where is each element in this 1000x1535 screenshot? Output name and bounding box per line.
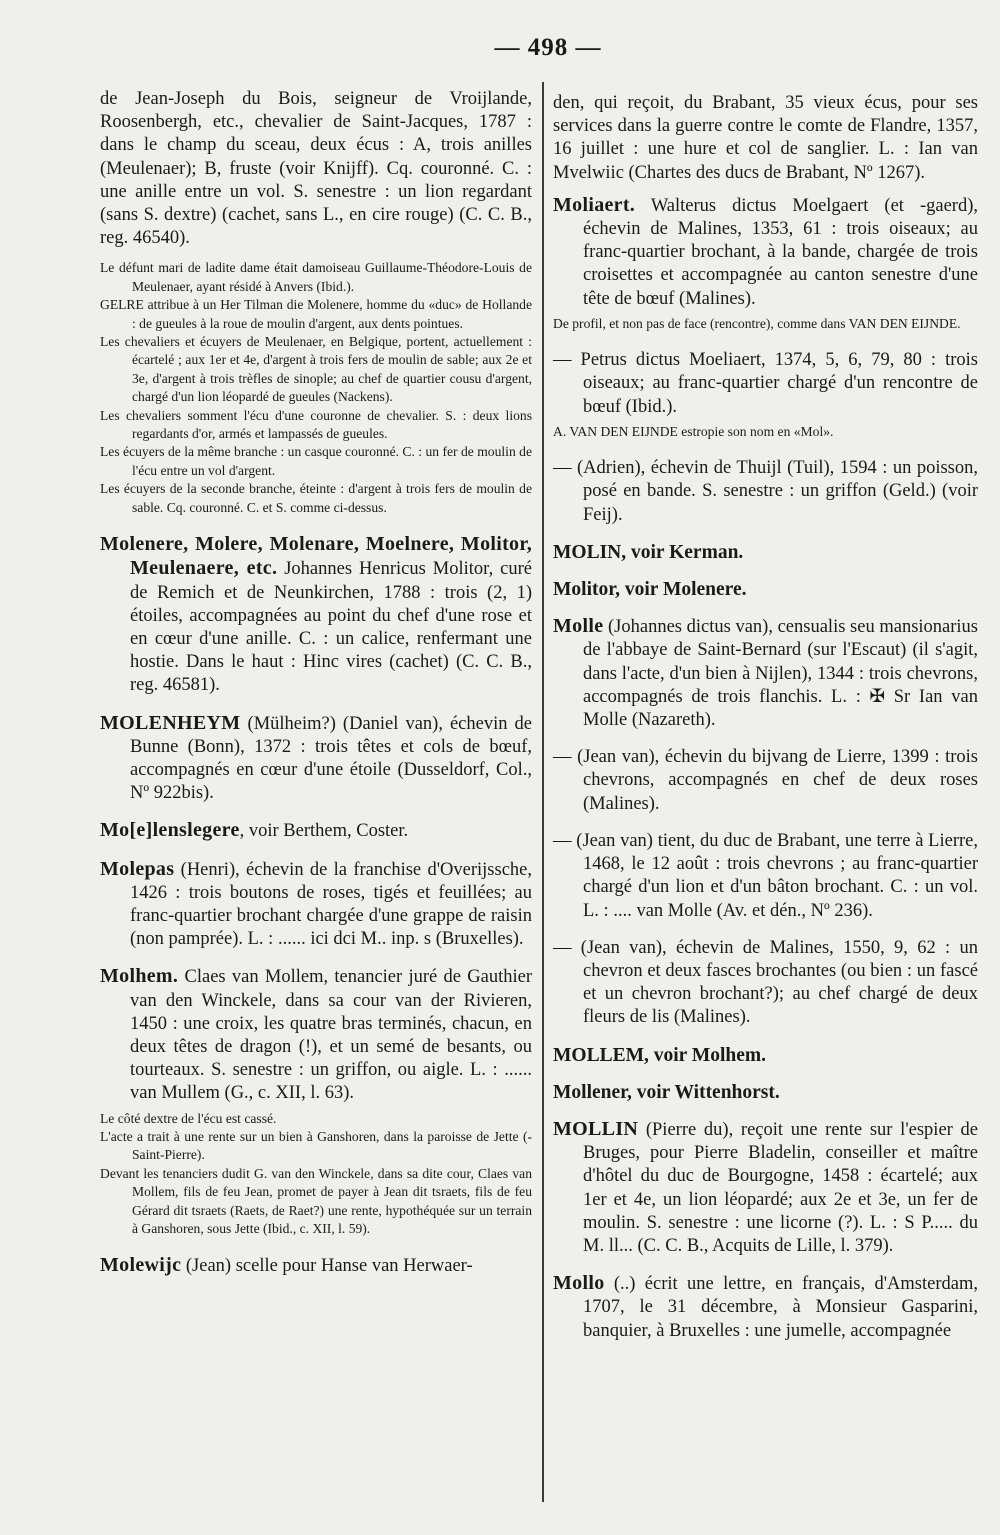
note: De profil, et non pas de face (rencontre), comme dans VAN DEN EIJNDE.	[553, 315, 961, 331]
entry-jean-2: — (Jean van) tient, du duc de Brabant, une terre à Lierre, 1468, le 12 août : trois chevrons ; au franc-quartier chargé d'un lion et d'un bâton brochant. C. : un vol. L. : .... van Molle (Av. et dén., Nº 236).	[553, 830, 978, 921]
entry-heading: Molepas	[100, 857, 175, 880]
entry-jean-1: — (Jean van), échevin du bijvang de Lierre, 1399 : trois chevrons, accompagnés en chef de deux roses (Malines).	[553, 747, 978, 814]
entry-body: Claes van Mollem, tenancier juré de Gauthier van den Winckele, dans sa cour van der Rivieren, 1450 : une croix, les quatre bras terminés, chacun, en deux têtes de dragon (!), et un semé de besants, ou tourteaux. S. senestre : un griffon, ou aigle. L. : ...... van Mullem (G., c. XII, l. 63).	[130, 967, 533, 1104]
entry-mollin	[553, 1118, 978, 1258]
entry-molhem	[100, 965, 532, 1105]
entry-molenslegere	[100, 819, 532, 843]
entry-molle	[553, 615, 978, 732]
page-number: — 498 —	[494, 34, 602, 61]
entry-body: , voir Berthem, Coster.	[239, 821, 409, 842]
entry-body: (..) écrit une lettre, en français, d'Amsterdam, 1707, le 31 décembre, à Monsieur Gasparini, banquier, à Bruxelles : une jumelle, accompagnée	[583, 1274, 978, 1341]
entry-adrien: — (Adrien), échevin de Thuijl (Tuil), 1594 : un poisson, posé en bande. S. senestre : un griffon (Geld.) (voir Feij).	[553, 458, 978, 525]
note: Les chevaliers et écuyers de Meulenaer, en Belgique, portent, actuellement : écartelé ; aux 1er et 4e, d'argent à trois fers de moulin de sable; aux 2e et 3e, d'argent à trois trèfles de sinople; au chef de quartier cousu d'argent, chargé d'un lion léopardé de gueules (Nackens).	[100, 334, 532, 405]
note: GELRE attribue à un Her Tilman die Molenere, homme du «duc» de Hollande : de gueules à la roue de moulin d'argent, aux dents pointues.	[100, 297, 532, 331]
entry-body: (Johannes dictus van), censualis seu mansionarius de l'abbaye de Saint-Bernard (sur l'Escaut) (il s'agit, dans l'acte, d'un bien à Nijlen), 1344 : trois chevrons, accompagnés de trois flanchis. L. : ✠ Sr Ian van Molle (Nazareth).	[583, 617, 978, 731]
entry-heading: Mollo	[553, 1272, 605, 1295]
entry-body: Johannes Henricus Molitor, curé de Remich et de Neunkirchen, 1788 : trois (2, 1) étoiles, accompagnées au point du chef d'une rose et en cœur d'une anille. C. : un calice, renfermant une hostie. Dans le haut : Hinc vires (cachet) (C. C. B., reg. 46581).	[130, 559, 532, 696]
entry-molin: MOLIN, voir Kerman.	[553, 541, 744, 563]
entry-mollem: MOLLEM, voir Molhem.	[553, 1044, 767, 1066]
entry-molenheym	[100, 712, 532, 806]
note: Devant les tenanciers dudit G. van den Winckele, dans sa dite cour, Claes van Mollem, fils de feu Jean, promet de payer à Jean dit tsraets, fils de feu Gérard dit tsraets (Raets, de Raet?) une rente, hypothéquée sur un terrain à Ganshoren, sous Jette (Ibid., c. XII, l. 59).	[100, 1165, 532, 1237]
entry-heading: Molewijc	[100, 1254, 182, 1277]
right-column	[553, 92, 978, 1357]
note: Le côté dextre de l'écu est cassé.	[100, 1110, 277, 1126]
entry-mollener: Mollener, voir Wittenhorst.	[553, 1081, 780, 1103]
entry-petrus: — Petrus dictus Moeliaert, 1374, 5, 6, 79, 80 : trois oiseaux; au franc-quartier chargé d'un rencontre de bœuf (Ibid.).	[553, 350, 978, 417]
entry-body: (Jean) scelle pour Hanse van Herwaer-	[185, 1256, 473, 1277]
entry-body: Walterus dictus Moelgaert (et -gaerd), échevin de Malines, 1353, 61 : trois oiseaux; au franc-quartier brochant, à la bande, chargée de trois croisettes et accompagnée au canton senestre d'une tête de bœuf (Malines).	[583, 195, 978, 309]
notes-block	[100, 1110, 532, 1239]
notes-block	[100, 259, 532, 517]
entry-heading: MOLENHEYM	[100, 711, 241, 734]
entry-molenere	[100, 533, 532, 697]
entry-molewijc	[100, 1254, 532, 1278]
note: Les chevaliers somment l'écu d'une couronne de chevalier. S. : deux lions regardants d'or, armés et lampassés de gueules.	[100, 407, 532, 442]
entry-molitor: Molitor, voir Molenere.	[553, 579, 747, 601]
left-column	[100, 88, 532, 1293]
entry-continuation: de Jean-Joseph du Bois, seigneur de Vroijlande, Roosenbergh, etc., chevalier de Saint-Jacques, 1787 : dans le champ du sceau, deux écus : A, trois anilles (Meulenaer); B, fruste (voir Knijff). Cq. couronné. C. : une anille entre un vol. S. senestre : un lion regardant (sans S. dextre) (cachet, sans L., en cire rouge) (C. C. B., reg. 46540).	[100, 89, 532, 249]
entry-body: (Pierre du), reçoit une rente sur l'espier de Bruges, pour Pierre Bladelin, conseiller et maître d'hôtel du duc de Bourgogne, 1458 : écartelé; aux 1er et 4e, un lion léopardé; aux 2e et 3e, un fer de moulin. S. senestre : une licorne (?). L. : S P..... du M. ll... (C. C. B., Acquits de Lille, l. 379).	[583, 1119, 978, 1256]
note: L'acte a trait à une rente sur un bien à Ganshoren, dans la paroisse de Jette (-Saint-Pierre).	[100, 1128, 532, 1163]
note: A. VAN DEN EIJNDE estropie son nom en «Mol».	[553, 423, 834, 439]
entry-heading: Molhem.	[100, 965, 179, 988]
entry-mollo	[553, 1272, 978, 1343]
entry-heading: Mo[e]lenslegere	[100, 819, 240, 842]
entry-jean-3: — (Jean van), échevin de Malines, 1550, 9, 62 : un chevron et deux fasces brochantes (ou bien : un fascé et un chevron brochant?); au chef chargé de deux fleurs de lis (Malines).	[553, 937, 978, 1028]
entry-body: (Henri), échevin de la franchise d'Overijssche, 1426 : trois boutons de roses, tigés et feuillées; au franc-quartier brochant chargée d'une grappe de raisin (non pamprée). L. : ...... ici dci M.. inp. s (Bruxelles).	[130, 859, 532, 950]
entry-molepas	[100, 858, 532, 952]
entry-continuation: den, qui reçoit, du Brabant, 35 vieux écus, pour ses services dans la guerre contre le comte de Flandre, 1357, 16 juillet : une hure et col de sanglier. L. : Ian van Mvelwiic (Chartes des ducs de Brabant, Nº 1267).	[553, 93, 978, 183]
entry-heading: Moliaert.	[553, 193, 636, 216]
entry-heading: Molenere, Molere, Molenare, Moelnere, Molitor, Meulenaere, etc.	[100, 533, 532, 580]
column-divider	[542, 82, 544, 1502]
entry-moliaert	[553, 194, 978, 311]
entry-heading: Molle	[553, 615, 604, 638]
note: Les écuyers de la même branche : un casque couronné. C. : un fer de moulin de l'écu entre un vol d'argent.	[100, 444, 532, 478]
entry-body: (Mülheim?) (Daniel van), échevin de Bunne (Bonn), 1372 : trois têtes et cols de bœuf, accompagnés en cœur d'une étoile (Dusseldorf, Col., Nº 922bis).	[130, 713, 532, 804]
note: Le défunt mari de ladite dame était damoiseau Guillaume-Théodore-Louis de Meulenaer, ayant résidé à Anvers (Ibid.).	[100, 260, 532, 294]
entry-heading: MOLLIN	[553, 1117, 639, 1140]
note: Les écuyers de la seconde branche, éteinte : d'argent à trois fers de moulin de sable. Cq. couronné. C. et S. comme ci-dessus.	[100, 481, 532, 515]
